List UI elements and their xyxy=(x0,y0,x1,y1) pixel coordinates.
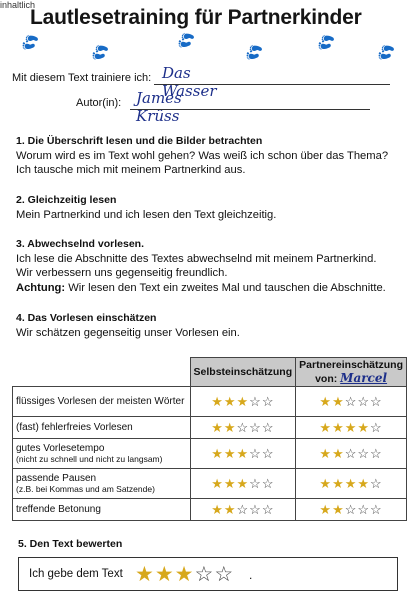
star-icon: ★ xyxy=(223,475,237,491)
section-text: Worum wird es im Text wohl gehen? Was weiß ich schon über das Thema? xyxy=(16,149,389,162)
criterion-label: flüssiges Vorlesen der meisten Wörter xyxy=(16,396,185,407)
section-text: Wir schätzen gegenseitig unser Vorlesen ein. xyxy=(16,326,240,339)
rating-end: . xyxy=(249,568,253,582)
star-icon: ★ xyxy=(332,393,345,409)
section-1 xyxy=(16,134,408,178)
partner-rating xyxy=(296,387,407,417)
text-line xyxy=(12,64,217,100)
author-line xyxy=(76,89,182,125)
table-row xyxy=(13,499,407,521)
section-heading: 3. Abwechselnd vorlesen. xyxy=(16,238,144,250)
table-corner xyxy=(13,358,191,387)
star-icon: ★ xyxy=(319,501,333,517)
criterion-label: treffende Betonung xyxy=(16,504,101,515)
star-icon: ★ xyxy=(332,419,345,435)
star-icon: ★ xyxy=(211,501,224,517)
star-icon: ☆ xyxy=(249,393,262,409)
footprint-icon: 👣 xyxy=(318,33,335,52)
table-row xyxy=(13,417,407,439)
partner-rating xyxy=(296,439,407,469)
criterion-cell xyxy=(13,387,191,417)
star-icon: ☆ xyxy=(344,445,358,461)
rating-text: Ich gebe dem Text xyxy=(29,568,123,580)
rating-heading: 5. Den Text bewerten xyxy=(18,538,123,550)
col-partner-by xyxy=(299,371,403,385)
star-icon: ★ xyxy=(211,419,224,435)
self-rating xyxy=(190,469,296,499)
star-icon: ☆ xyxy=(370,393,383,409)
star-icon: ★ xyxy=(223,445,237,461)
star-icon: ★ xyxy=(319,475,333,491)
table-row xyxy=(13,439,407,469)
author-line-label: Autor(in): xyxy=(76,97,122,109)
star-icon: ☆ xyxy=(249,419,262,435)
star-icon: ☆ xyxy=(357,501,371,517)
criterion-label: (fast) fehlerfreies Vorlesen xyxy=(16,422,133,433)
col-self-header: Selbsteinschätzung xyxy=(190,358,296,387)
footprint-icon: 👣 xyxy=(378,43,395,62)
self-rating xyxy=(190,499,296,521)
star-icon: ★ xyxy=(319,393,333,409)
star-icon: ☆ xyxy=(236,419,250,435)
criterion-label: gutes Vorlesetempo xyxy=(16,442,105,454)
partner-rating xyxy=(296,417,407,439)
star-icon: ★ xyxy=(135,563,155,586)
footprint-icon: 👣 xyxy=(178,31,195,50)
section-4 xyxy=(16,311,408,340)
star-icon: ★ xyxy=(332,475,345,491)
note-label: Achtung: xyxy=(16,281,66,294)
star-icon: ★ xyxy=(154,563,175,586)
star-icon: ★ xyxy=(236,393,250,409)
star-icon: ☆ xyxy=(261,475,275,491)
footprint-icon: 👣 xyxy=(246,43,263,62)
star-icon: ☆ xyxy=(370,475,383,491)
star-icon: ★ xyxy=(319,419,333,435)
star-icon: ★ xyxy=(236,475,250,491)
col-partner-header xyxy=(296,358,407,387)
text-line-value: Das Wasser xyxy=(162,64,217,100)
section-3 xyxy=(16,237,408,295)
section-text: Ich lese die Abschnitte des Textes abwechselnd mit meinem Partnerkind. xyxy=(16,252,377,265)
author-line-underline xyxy=(130,109,370,110)
section-heading: 1. Die Überschrift lesen und die Bilder betrachten xyxy=(16,135,263,147)
table-row xyxy=(13,469,407,499)
star-icon: ★ xyxy=(332,445,345,461)
criterion-sub: (nicht zu schnell und nicht zu langsam) xyxy=(16,453,163,464)
assessment-table xyxy=(12,357,407,521)
section-text: Ich tausche mich mit meinem Partnerkind aus. xyxy=(16,164,246,176)
star-icon: ☆ xyxy=(249,475,262,491)
star-icon: ☆ xyxy=(261,419,275,435)
star-icon: ★ xyxy=(236,445,250,461)
star-icon: ☆ xyxy=(344,501,358,517)
star-icon: ★ xyxy=(357,419,371,435)
self-rating xyxy=(190,387,296,417)
section-2 xyxy=(16,193,408,222)
criterion-label: passende Pausen xyxy=(16,472,97,484)
star-icon: ☆ xyxy=(370,445,383,461)
star-icon: ☆ xyxy=(357,445,371,461)
footprint-icon: 👣 xyxy=(22,33,39,52)
star-icon: ☆ xyxy=(214,563,235,586)
star-icon: ★ xyxy=(174,563,195,586)
note-text: Wir lesen den Text ein zweites Mal und tauschen die Abschnitte. xyxy=(65,281,386,294)
star-icon: ☆ xyxy=(261,393,275,409)
criterion-cell xyxy=(13,417,191,439)
self-rating xyxy=(190,417,296,439)
star-icon: ★ xyxy=(211,445,224,461)
star-icon: ★ xyxy=(319,445,333,461)
star-icon: ☆ xyxy=(344,393,358,409)
text-line-label: Mit diesem Text trainiere ich: xyxy=(12,72,152,84)
footprint-decoration xyxy=(0,30,416,66)
star-icon: ★ xyxy=(211,475,224,491)
star-icon: ★ xyxy=(332,501,345,517)
star-icon: ☆ xyxy=(261,445,275,461)
self-rating xyxy=(190,439,296,469)
text-line-underline xyxy=(154,84,390,85)
page-title: Lautlesetraining für Partnerkinder xyxy=(30,6,362,29)
section-heading: 4. Das Vorlesen einschätzen xyxy=(16,312,157,324)
section-note xyxy=(16,281,408,296)
star-icon: ☆ xyxy=(249,445,262,461)
partner-name: Marcel xyxy=(340,371,388,385)
star-icon: ★ xyxy=(357,475,371,491)
star-icon: ★ xyxy=(223,501,237,517)
partner-prefix: von: xyxy=(315,373,338,385)
star-icon: ☆ xyxy=(370,419,383,435)
star-icon: ★ xyxy=(223,393,237,409)
star-icon: ☆ xyxy=(236,501,250,517)
star-icon: ★ xyxy=(211,393,224,409)
section-heading: 2. Gleichzeitig lesen xyxy=(16,194,117,206)
star-icon: ☆ xyxy=(194,563,215,586)
star-icon: ☆ xyxy=(261,501,275,517)
section-text: Mein Partnerkind und ich lesen den Text gleichzeitig. xyxy=(16,208,277,221)
col-partner-title: Partnereinschätzung xyxy=(299,359,403,371)
star-icon: ★ xyxy=(344,419,358,435)
rating-box xyxy=(18,557,398,591)
star-icon: ☆ xyxy=(370,501,383,517)
star-icon: ★ xyxy=(223,419,237,435)
star-icon: ☆ xyxy=(249,501,262,517)
criterion-sub: (z.B. bei Kommas und am Satzende) xyxy=(16,483,155,494)
partner-rating xyxy=(296,469,407,499)
partner-rating xyxy=(296,499,407,521)
star-icon: ★ xyxy=(344,475,358,491)
corner-tag: inhaltlich xyxy=(0,0,36,10)
star-icon: ☆ xyxy=(357,393,371,409)
rating-stars xyxy=(135,562,234,587)
criterion-cell xyxy=(13,469,191,499)
author-line-value: James Krüss xyxy=(136,89,182,125)
footprint-icon: 👣 xyxy=(92,43,109,62)
criterion-cell xyxy=(13,439,191,469)
section-text: Wir verbessern uns gegenseitig freundlich. xyxy=(16,267,228,279)
criterion-cell xyxy=(13,499,191,521)
table-row xyxy=(13,387,407,417)
